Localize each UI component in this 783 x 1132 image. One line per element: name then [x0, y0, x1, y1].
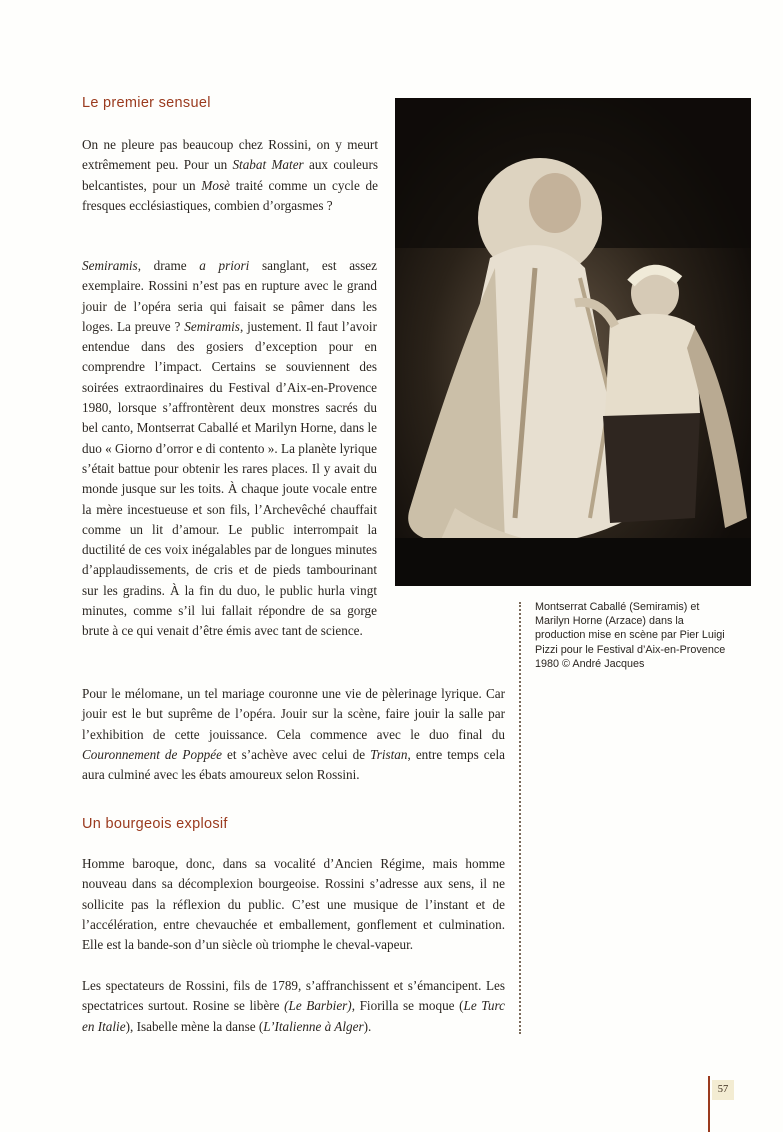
photo-caption: Montserrat Caballé (Semiramis) et Marilyn Horne (Arzace) dans la production mise en scène par Pier Luigi Pizzi pour le Festival d’Aix-en-Provence 1980 © André Jacques: [535, 601, 726, 670]
text-run: , justement. Il faut l’avoir entendue dans des gosiers d’exception pour en comprendre l’impact. Certains se souviennent des soirées extraordinaires du Festival d’Aix-en-Provence 1980, lorsque s’affrontèrent deux monstres sacrés du bel canto, Montserrat Caballé et Marilyn Horne, dans le duo « Giorno d’orror e di contento ». La planète lyrique s’était battue pour obtenir les rares places. Il y avait du monde jusque sur les toits. À chaque joute vocale entre la mère incestueuse et son fils, l’Archevêché chauffait comme un lit d’amour. Le public interrompait la ductilité de ces voix inégalables par de longues minutes d’applaudissements, de cris et de pieds tambourinant sur les gradins. À la fin du duo, le public hurla vingt minutes, comme s’il lui fallait répondre de sa gorge brute à ce qui venait d’être émis avec tant de science.: [82, 318, 377, 639]
text-run: ), Isabelle mène la danse (: [125, 1018, 264, 1034]
italic-title: Stabat Mater: [232, 157, 304, 173]
italic-title: Semiramis: [82, 258, 138, 273]
text-run: ).: [363, 1018, 372, 1034]
text-run: Homme baroque, donc, dans sa vocalité d’Ancien Régime, mais homme nouveau dans sa décomplexion bourgeoise. Rossini s’adresse aux sens, il ne sollicite pas la réflexion du public. C’est une musique de l’instant et de l’accélération, entre chevauchée et emballement, gonflement et culmination. Elle est la bande-son d’un siècle où triomphe le cheval-vapeur.: [82, 856, 505, 953]
text-run: On ne pleure pas beaucoup chez Rossini, on y meurt extrêmement peu. Pour un: [82, 137, 378, 173]
section-heading-premier-sensuel: Le premier sensuel: [82, 95, 211, 111]
page-rule: [708, 1076, 710, 1132]
paragraph: [82, 854, 505, 955]
italic-title: a priori: [199, 258, 250, 273]
italic-title: Tristan: [370, 746, 408, 762]
paragraph: [82, 976, 505, 1037]
text-run: traité comme un cycle de fresques ecclésiastiques, combien d’orgasmes ?: [82, 177, 378, 213]
paragraph: [82, 135, 378, 216]
section-heading-bourgeois-explosif: Un bourgeois explosif: [82, 816, 228, 832]
text-run: aux couleurs belcantistes, pour un: [82, 157, 378, 193]
page-number: 57: [712, 1080, 734, 1100]
italic-title: Couronnement de Poppée: [82, 746, 222, 762]
italic-title: Le Turc en Italie: [82, 998, 506, 1034]
italic-title: Mosè: [201, 177, 230, 193]
italic-title: (Le Barbier): [284, 998, 352, 1014]
italic-title: Semiramis: [184, 318, 240, 334]
text-run: , Fiorilla se moque (: [351, 998, 464, 1014]
column-divider: [519, 602, 521, 1034]
text-run: , entre temps cela aura culminé avec les ébats amoureux selon Rossini.: [82, 746, 505, 783]
text-run: Pour le mélomane, un tel mariage couronne une vie de pèlerinage lyrique. Car jouir est le but suprême de l’opéra. Jouir sur la scène, faire jouir la salle par l’exhibition de cette jouissance. Cela commence avec le duo final du: [82, 686, 505, 742]
text-run: et s’achève avec celui de: [221, 746, 371, 762]
paragraph: [82, 684, 505, 785]
italic-title: L’Italienne à Alger: [263, 1018, 364, 1034]
text-run: , drame: [137, 258, 200, 273]
text-run: sanglant, est assez exemplaire. Rossini n’est pas en rupture avec le grand jouir de l’opéra seria qui faisait se pâmer dans les loges. La preuve ?: [82, 258, 378, 334]
text-run: Les spectateurs de Rossini, fils de 1789, s’affranchissent et s’émancipent. Les spectatrices surtout. Rosine se libère: [82, 978, 505, 1014]
opera-photo: [395, 98, 751, 586]
